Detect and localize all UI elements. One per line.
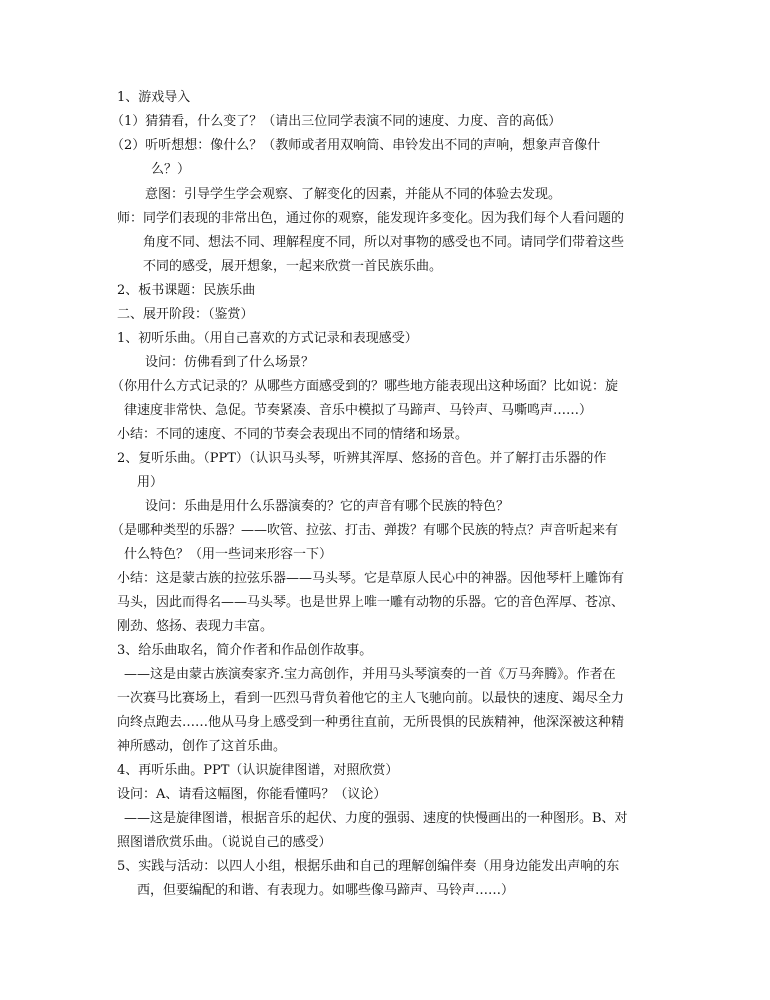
text-line: （你用什么方式记录的？从哪些方面感受到的？哪些地方能表现出这种场面？比如说：旋 xyxy=(111,379,619,394)
text-line: 2、板书课题：民族乐曲 xyxy=(117,283,256,298)
text-line: 师：同学们表现的非常出色，通过你的观察，能发现许多变化。因为我们每个人看问题的 xyxy=(117,211,625,226)
text-line: 1、游戏导入 xyxy=(117,90,191,105)
text-line: 设问：乐曲是用什么乐器演奏的？它的声音有哪个民族的特色？ xyxy=(145,499,510,514)
text-line: 1、初听乐曲。（用自己喜欢的方式记录和表现感受） xyxy=(117,331,418,346)
text-line: 设问：仿佛看到了什么场景？ xyxy=(145,355,315,370)
text-line: 西，但要编配的和谐、有表现力。如哪些像马蹄声、马铃声……） xyxy=(137,883,515,898)
text-line: 小结：不同的速度、不同的节奏会表现出不同的情绪和场景。 xyxy=(117,427,469,442)
text-line: ——这是由蒙古族演奏家齐.宝力高创作，并用马头琴演奏的一首《万马奔腾》。作者在 xyxy=(124,667,616,682)
text-line: 一次赛马比赛场上，看到一匹烈马背负着他它的主人飞驰向前。以最快的速度、竭尽全力 xyxy=(117,691,625,706)
text-line: 律速度非常快、急促。节奏紧凑、音乐中模拟了马蹄声、马铃声、马嘶鸣声……） xyxy=(124,403,593,418)
text-line: 什么特色？（用一些词来形容一下） xyxy=(124,547,333,562)
text-line: 用） xyxy=(137,475,164,490)
text-line: 向终点跑去……他从马身上感受到一种勇往直前，无所畏惧的民族精神，他深深被这种精 xyxy=(117,715,625,730)
text-line: 神所感动，创作了这首乐曲。 xyxy=(117,739,287,754)
text-line: （是哪种类型的乐器？——吹管、拉弦、打击、弹拨？有哪个民族的特点？声音听起来有 xyxy=(111,523,619,538)
text-line: 么？） xyxy=(151,162,191,177)
text-line: 小结：这是蒙古族的拉弦乐器——马头琴。它是草原人民心中的神器。因他琴杆上雕饰有 xyxy=(117,571,625,586)
text-line: 二、展开阶段：（鉴赏） xyxy=(117,307,254,322)
text-line: 2、复听乐曲。（PPT）（认识马头琴，听辨其浑厚、悠扬的音色。并了解打击乐器的作 xyxy=(117,451,607,466)
text-line: 3、给乐曲取名，简介作者和作品创作故事。 xyxy=(117,643,373,658)
text-line: 马头，因此而得名——马头琴。也是世界上唯一雕有动物的乐器。它的音色浑厚、苍凉、 xyxy=(117,595,625,610)
text-line: 4、再听乐曲。PPT（认识旋律图谱，对照欣赏） xyxy=(117,763,399,778)
text-line: （1）猜猜看，什么变了？（请出三位同学表演不同的速度、力度、音的高低） xyxy=(111,114,562,129)
text-line: 角度不同、想法不同、理解程度不同，所以对事物的感受也不同。请同学们带着这些 xyxy=(143,235,625,250)
text-line: 5、实践与活动：以四人小组，根据乐曲和自己的理解创编伴奏（用身边能发出声响的东 xyxy=(117,859,620,874)
text-line: 不同的感受，展开想象，一起来欣赏一首民族乐曲。 xyxy=(143,259,443,274)
text-line: （2）听听想想：像什么？（教师或者用双响筒、串铃发出不同的声响，想象声音像什 xyxy=(111,138,601,153)
text-line: 照图谱欣赏乐曲。（说说自己的感受） xyxy=(117,835,332,850)
text-line: 刚劲、悠扬、表现力丰富。 xyxy=(117,619,274,634)
text-line: ——这是旋律图谱，根据音乐的起伏、力度的强弱、速度的快慢画出的一种图形。B、对 xyxy=(124,811,628,826)
text-line: 意图：引导学生学会观察、了解变化的因素，并能从不同的体验去发现。 xyxy=(145,187,562,202)
text-line: 设问：A、请看这幅图，你能看懂吗？（议论） xyxy=(117,787,387,802)
